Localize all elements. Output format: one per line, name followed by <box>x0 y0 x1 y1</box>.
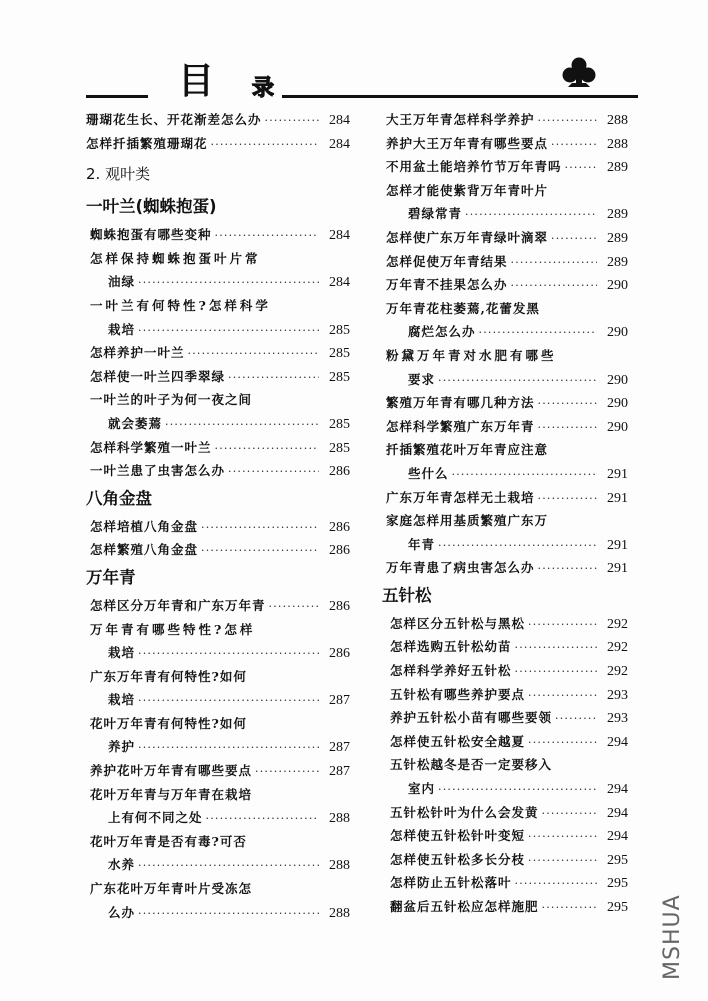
toc-entry[interactable]: 怎样科学养好五针松 ····· 292 <box>386 659 628 683</box>
toc-entry-line2[interactable]: 碧绿常青 ····· 289 <box>386 202 628 226</box>
toc-entry[interactable]: 繁殖万年青有哪几种方法 ····· 290 <box>386 391 628 415</box>
section-heading[interactable]: 万年青 <box>86 567 136 587</box>
leader-dots <box>138 736 319 760</box>
leader-dots <box>138 642 319 666</box>
leader-dots <box>542 896 597 920</box>
toc-entry[interactable]: 怎样选购五针松幼苗 ····· 292 <box>386 635 628 659</box>
leader-dots <box>138 689 319 713</box>
toc-entry[interactable]: 五针松有哪些养护要点 ····· 293 <box>386 683 628 707</box>
toc-entry-line2[interactable]: 栽培 ····· 286 <box>86 641 350 665</box>
leader-dots <box>188 342 319 366</box>
toc-entry[interactable]: 怎样使一叶兰四季翠绿 ····· 285 <box>86 365 350 389</box>
toc-entry-line1[interactable]: 一叶兰有何特性?怎样科学 <box>90 297 271 313</box>
leader-dots <box>542 802 597 826</box>
leader-dots <box>438 534 597 558</box>
toc-entry[interactable]: 怎样养护一叶兰 ····· 285 <box>86 341 350 365</box>
leader-dots <box>138 854 319 878</box>
toc-entry[interactable]: 怎样使广东万年青绿叶滴翠 ····· 289 <box>386 226 628 250</box>
toc-entry-line1[interactable]: 怎样才能使紫背万年青叶片 <box>386 182 549 198</box>
toc-entry[interactable]: 怎样防止五针松落叶 ····· 295 <box>386 871 628 895</box>
leader-dots <box>515 636 597 660</box>
toc-entry-line1[interactable]: 花叶万年青与万年青在栽培 <box>90 786 253 802</box>
toc-entry[interactable]: 万年青患了病虫害怎么办 ····· 291 <box>386 556 628 580</box>
club-ornament-icon <box>560 56 598 92</box>
leader-dots <box>228 366 319 390</box>
toc-entry-line2[interactable]: 上有何不同之处 ····· 288 <box>86 806 350 830</box>
leader-dots <box>255 760 319 784</box>
leader-dots <box>538 557 597 581</box>
toc-entry-line2[interactable]: 么办 ····· 288 <box>86 901 350 925</box>
toc-column-left <box>86 108 350 924</box>
leader-dots <box>138 902 319 926</box>
toc-entry-line2[interactable]: 腐烂怎么办 ····· 290 <box>386 320 628 344</box>
leader-dots <box>511 274 597 298</box>
toc-entry-line2[interactable]: 年青 ····· 291 <box>386 533 628 557</box>
leader-dots <box>511 251 597 275</box>
section-heading[interactable]: 八角金盘 <box>86 488 152 508</box>
toc-entry-line1[interactable]: 怎样保持蜘蛛抱蛋叶片常 <box>90 250 261 266</box>
leader-dots <box>215 437 319 461</box>
toc-entry-line2[interactable]: 水养 ····· 288 <box>86 853 350 877</box>
toc-entry[interactable]: 怎样使五针松多长分枝 ····· 295 <box>386 848 628 872</box>
toc-entry-line2[interactable]: 栽培 ····· 287 <box>86 688 350 712</box>
leader-dots <box>551 227 597 251</box>
header-rule-right <box>282 95 638 98</box>
toc-entry[interactable]: 养护大王万年青有哪些要点 ····· 288 <box>386 132 628 156</box>
toc-entry[interactable]: 珊瑚花生长、开花渐差怎么办 ····· 284 <box>86 108 350 132</box>
toc-header <box>86 62 638 108</box>
leader-dots <box>465 203 597 227</box>
leader-dots <box>555 707 597 731</box>
leader-dots <box>538 392 597 416</box>
toc-entry[interactable]: 怎样使五针松针叶变短 ····· 294 <box>386 824 628 848</box>
toc-entry-line2[interactable]: 养护 ····· 287 <box>86 735 350 759</box>
toc-entry-line1[interactable]: 广东万年青有何特性?如何 <box>90 668 247 684</box>
leader-dots <box>538 487 597 511</box>
toc-entry-line1[interactable]: 花叶万年青有何特性?如何 <box>90 715 247 731</box>
toc-entry-line2[interactable]: 栽培 ····· 285 <box>86 318 350 342</box>
toc-entry-line1[interactable]: 花叶万年青是否有毒?可否 <box>90 833 247 849</box>
leader-dots <box>528 684 597 708</box>
toc-entry[interactable]: 蜘蛛抱蛋有哪些变种 ····· 284 <box>86 223 350 247</box>
leader-dots <box>138 271 319 295</box>
toc-entry[interactable]: 怎样扦插繁殖珊瑚花 ····· 284 <box>86 132 350 156</box>
toc-entry[interactable]: 怎样区分万年青和广东万年青 ····· 286 <box>86 594 350 618</box>
leader-dots <box>206 807 319 831</box>
toc-entry-line1[interactable]: 粉黛万年青对水肥有哪些 <box>386 347 557 363</box>
toc-entry-line2[interactable]: 些什么 ····· 291 <box>386 462 628 486</box>
toc-entry-line2[interactable]: 室内 ····· 294 <box>386 777 628 801</box>
leader-dots <box>201 516 319 540</box>
toc-entry-line1[interactable]: 五针松越冬是否一定要移入 <box>390 757 553 773</box>
leader-dots <box>551 133 597 157</box>
toc-entry-line2[interactable]: 油绿 ····· 284 <box>86 270 350 294</box>
toc-entry[interactable]: 不用盆土能培养竹节万年青吗 ····· 289 <box>386 155 628 179</box>
toc-entry-line1[interactable]: 家庭怎样用基质繁殖广东万 <box>386 513 549 529</box>
toc-entry[interactable]: 养护花叶万年青有哪些要点 ····· 287 <box>86 759 350 783</box>
leader-dots <box>538 109 597 133</box>
toc-column-right <box>382 108 628 919</box>
toc-entry[interactable]: 万年青不挂果怎么办 ····· 290 <box>386 273 628 297</box>
leader-dots <box>528 731 597 755</box>
toc-entry[interactable]: 怎样繁殖八角金盘 ····· 286 <box>86 538 350 562</box>
leader-dots <box>479 321 597 345</box>
toc-entry-line1[interactable]: 一叶兰的叶子为何一夜之间 <box>90 392 253 408</box>
toc-entry[interactable]: 怎样科学繁殖一叶兰 ····· 285 <box>86 436 350 460</box>
toc-entry[interactable]: 广东万年青怎样无土栽培 ····· 291 <box>386 486 628 510</box>
leader-dots <box>228 460 319 484</box>
leader-dots <box>438 369 597 393</box>
toc-entry-line1[interactable]: 广东花叶万年青叶片受冻怎 <box>90 881 253 897</box>
toc-entry[interactable]: 怎样培植八角金盘 ····· 286 <box>86 515 350 539</box>
leader-dots <box>215 224 319 248</box>
toc-entry[interactable]: 怎样使五针松安全越夏 ····· 294 <box>386 730 628 754</box>
title-char-lu: 录 <box>252 76 275 101</box>
leader-dots <box>538 416 597 440</box>
leader-dots <box>515 660 597 684</box>
leader-dots <box>201 539 319 563</box>
toc-entry[interactable]: 大王万年青怎样科学养护 ····· 288 <box>386 108 628 132</box>
toc-entry[interactable]: 翻盆后五针松应怎样施肥 ····· 295 <box>386 895 628 919</box>
leader-dots <box>269 595 319 619</box>
leader-dots <box>515 872 597 896</box>
toc-entry-line1[interactable]: 万年青花柱萎蔫,花蕾发黑 <box>386 300 540 316</box>
category-heading: 2. 观叶类 <box>86 165 151 184</box>
toc-entry[interactable]: 养护五针松小苗有哪些要领 ····· 293 <box>386 706 628 730</box>
toc-entry-line1[interactable]: 扦插繁殖花叶万年青应注意 <box>386 442 549 458</box>
toc-entry-line2[interactable]: 就会萎蔫 ····· 285 <box>86 412 350 436</box>
toc-entry[interactable]: 一叶兰患了虫害怎么办 ····· 286 <box>86 459 350 483</box>
leader-dots <box>265 109 319 133</box>
leader-dots <box>211 133 319 157</box>
leader-dots <box>528 613 597 637</box>
watermark-text: MSHUA <box>660 894 685 980</box>
section-heading[interactable]: 五针松 <box>382 585 432 605</box>
leader-dots <box>165 413 319 437</box>
leader-dots <box>565 156 597 180</box>
toc-entry-line2[interactable]: 要求 ····· 290 <box>386 368 628 392</box>
leader-dots <box>452 463 597 487</box>
leader-dots <box>528 825 597 849</box>
leader-dots <box>528 849 597 873</box>
title-char-mu: 目 <box>178 61 215 102</box>
toc-entry-line1[interactable]: 万年青有哪些特性?怎样 <box>90 621 256 637</box>
leader-dots <box>138 319 319 343</box>
leader-dots <box>438 778 597 802</box>
toc-entry[interactable]: 怎样区分五针松与黑松 ····· 292 <box>386 612 628 636</box>
section-heading[interactable]: 一叶兰(蜘蛛抱蛋) <box>86 197 217 217</box>
toc-entry[interactable]: 怎样促使万年青结果 ····· 289 <box>386 250 628 274</box>
toc-entry[interactable]: 怎样科学繁殖广东万年青 ····· 290 <box>386 415 628 439</box>
toc-entry[interactable]: 五针松针叶为什么会发黄 ····· 294 <box>386 801 628 825</box>
header-rule-left <box>86 95 148 98</box>
